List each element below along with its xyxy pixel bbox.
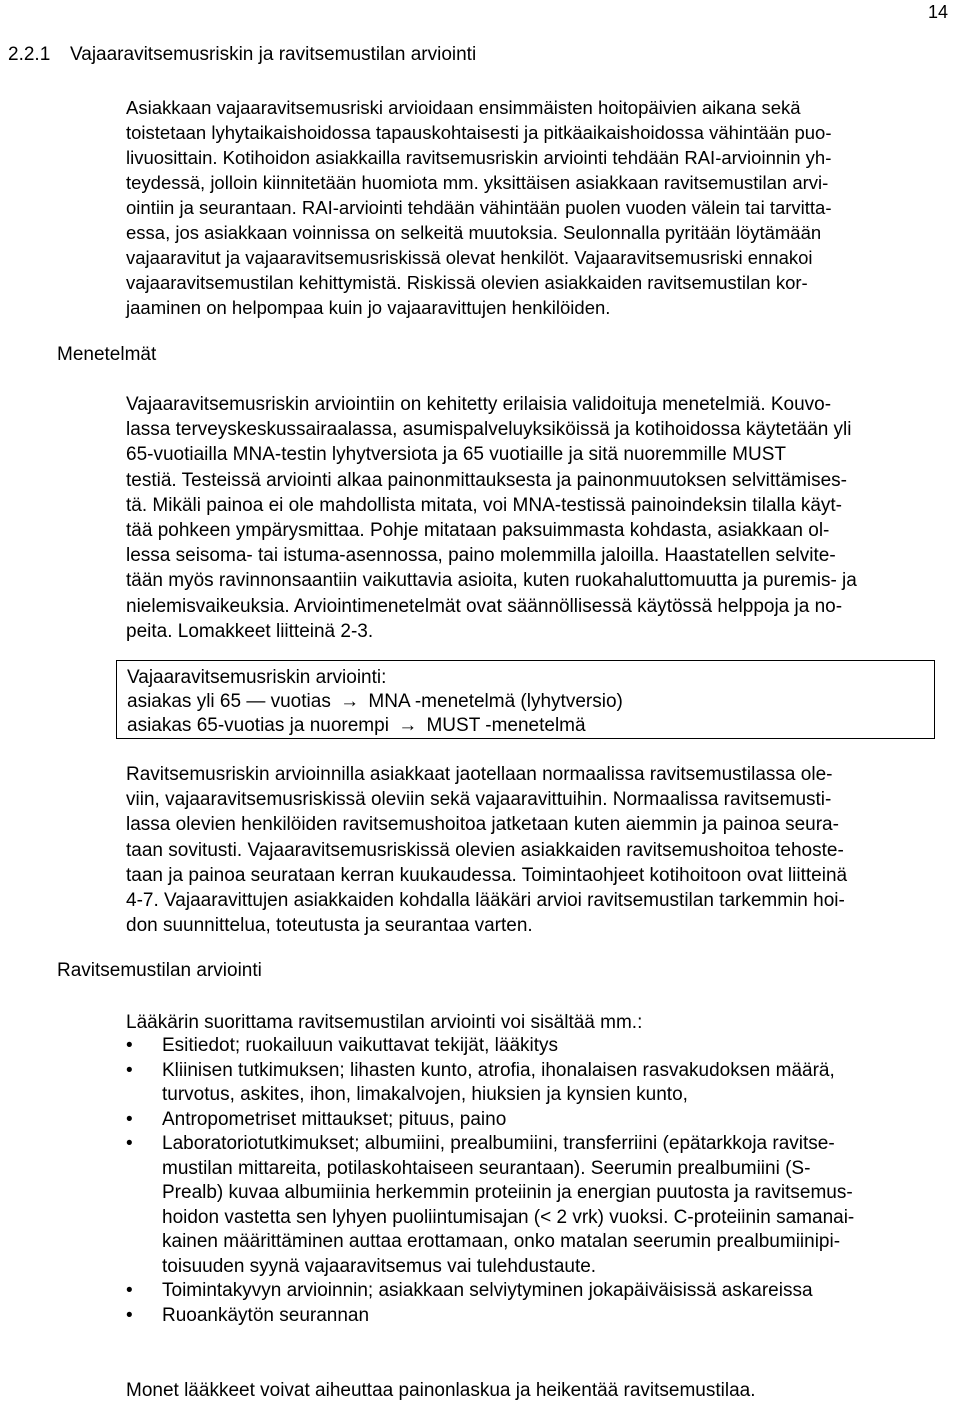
bullet-icon: • — [126, 1035, 133, 1056]
bullet-icon: • — [126, 1108, 133, 1130]
list-item-line: Prealb) kuvaa albumiinia herkemmin proteiinin ja energian puutosta ja ravitsemus- — [162, 1182, 853, 1203]
section-title: Vajaaravitsemusriskin ja ravitsemustilan arviointi — [70, 44, 477, 65]
arrow-right-icon: → — [340, 691, 360, 712]
paragraph-line: nielemisvaikeuksia. Arviointimenetelmät ovat säännöllisessä käytössä helppoja ja no- — [126, 595, 843, 617]
methods-paragraph — [126, 392, 938, 644]
paragraph-line: lassa olevien henkilöiden ravitsemushoitoa jatketaan kuten aiemmin ja painoa seura- — [126, 814, 839, 836]
paragraph-line: vajaaravitut ja vajaaravitsemusriskissä olevat henkilöt. Vajaaravitsemusriski ennakoi — [126, 247, 813, 268]
risk-paragraph — [126, 762, 938, 938]
paragraph-line: don suunnittelua, toteutusta ja seurantaa varten. — [126, 915, 533, 937]
box-title: Vajaaravitsemusriskin arviointi: — [127, 667, 387, 688]
assessment-label: Ravitsemustilan arviointi — [57, 960, 262, 981]
paragraph-line: toistetaan lyhytaikaishoidossa tapauskohtaisesti ja pitkäaikaishoidossa vähintään puo- — [126, 122, 832, 143]
paragraph-line: Ravitsemusriskin arvioinnilla asiakkaat jaotellaan normaalissa ravitsemustilassa ole- — [126, 764, 833, 785]
paragraph-line: peita. Lomakkeet liitteinä 2-3. — [126, 620, 374, 642]
list-item — [126, 1059, 938, 1108]
list-item-line: Antropometriset mittaukset; pituus, paino — [162, 1108, 507, 1130]
paragraph-line: taan ja painoa seurataan kerran kuukaudessa. Toimintaohjeet kotihoitoon ovat liitteinä — [126, 864, 848, 886]
paragraph-line: Vajaaravitsemusriskin arviointiin on kehitetty erilaisia validoituja menetelmiä. Kouvo- — [126, 394, 832, 415]
paragraph-line: 4-7. Vajaaravittujen asiakkaiden kohdalla lääkäri arvioi ravitsemustilan tarkemmin hoi- — [126, 890, 845, 912]
box-row-65-and-under — [127, 714, 924, 738]
box-row-right: MUST -menetelmä — [426, 715, 586, 736]
arrow-right-icon: → — [398, 715, 418, 736]
section-heading — [8, 44, 476, 66]
section-number: 2.2.1 — [8, 44, 51, 65]
box-row-over-65 — [127, 690, 924, 714]
page-number: 14 — [927, 2, 948, 22]
paragraph-line: tää pohkeen ympärysmittaa. Pohje mitataan paksuimmasta kohdasta, asiakkaan ol- — [126, 520, 830, 542]
bullet-icon: • — [126, 1133, 133, 1154]
assessment-intro: Lääkärin suorittama ravitsemustilan arviointi voi sisältää mm.: — [126, 1012, 643, 1033]
list-item-line: Kliinisen tutkimuksen; lihasten kunto, atrofia, ihonalaisen rasvakudoksen määrä, — [162, 1059, 835, 1081]
paragraph-line: tään myös ravinnonsaantiin vaikuttavia asioita, kuten ruokahaluttomuutta ja puremis- ja — [126, 570, 857, 592]
paragraph-line: jaaminen on helpompaa kuin jo vajaaravittujen henkilöiden. — [126, 297, 611, 318]
methods-label: Menetelmät — [57, 344, 157, 365]
paragraph-line: vajaaravitsemustilan kehittymistä. Riskissä olevien asiakkaiden ravitsemustilan kor- — [126, 272, 808, 293]
list-item — [126, 1034, 938, 1059]
paragraph-line: lessa seisoma- tai istuma-asennossa, paino molemmilla jaloilla. Haastatellen selvite- — [126, 545, 836, 567]
list-item-line: Esitiedot; ruokailuun vaikuttavat tekijät, lääkitys — [162, 1035, 559, 1056]
paragraph-line: livuosittain. Kotihoidon asiakkailla ravitsemusriskin arviointi tehdään RAI-arvioinnin yh- — [126, 147, 832, 168]
list-item — [126, 1279, 938, 1304]
list-item — [126, 1304, 938, 1329]
final-sentence: Monet lääkkeet voivat aiheuttaa painonlaskua ja heikentää ravitsemustilaa. — [126, 1380, 756, 1401]
list-item-line: Laboratoriotutkimukset; albumiini, prealbumiini, transferriini (epätarkkoja ravitse- — [162, 1133, 835, 1154]
bullet-icon: • — [126, 1059, 133, 1081]
box-row-right: MNA -menetelmä (lyhytversio) — [368, 691, 623, 712]
paragraph-line: viin, vajaaravitsemusriskissä oleviin sekä vajaaravittuihin. Normaalissa ravitsemusti- — [126, 789, 832, 811]
box-row-left: asiakas 65-vuotias ja nuorempi — [127, 715, 389, 736]
paragraph-line: ointiin ja seurantaan. RAI-arviointi tehdään vähintään puolen vuoden välein tai tarvitta- — [126, 197, 832, 218]
list-item-line: hoidon vastetta sen lyhyen puoliintumisajan (< 2 vrk) vuoksi. C-proteiinin samanai- — [162, 1206, 855, 1228]
paragraph-line: essa, jos asiakkaan voinnissa on selkeitä muutoksia. Seulonnalla pyritään löytämään — [126, 222, 822, 243]
paragraph-line: testiä. Testeissä arviointi alkaa painonmittauksesta ja painonmuutoksen selvittämises- — [126, 469, 847, 491]
bullet-icon: • — [126, 1304, 133, 1326]
method-summary-box — [116, 660, 935, 739]
bullet-icon: • — [126, 1280, 133, 1301]
paragraph-line: Asiakkaan vajaaravitsemusriski arvioidaan ensimmäisten hoitopäivien aikana sekä — [126, 97, 801, 118]
list-item — [126, 1132, 938, 1279]
paragraph-line: lassa terveyskeskussairaalassa, asumispalveluyksiköissä ja kotihoidossa käytetään yli — [126, 419, 852, 441]
paragraph-line: taan sovitusti. Vajaaravitsemusriskissä olevien asiakkaiden ravitsemushoitoa tehoste- — [126, 839, 844, 861]
paragraph-line: tä. Mikäli painoa ei ole mahdollista mitata, voi MNA-testissä painoindeksin tilalla käyt- — [126, 494, 842, 516]
list-item-line: kainen määrittäminen auttaa erottamaan, onko matalan seerumin prealbumiinipi- — [162, 1231, 841, 1252]
list-item-line: mustilan mittareita, potilaskohtaiseen seurantaan). Seerumin prealbumiini (S- — [162, 1157, 811, 1179]
list-item-line: turvotus, askites, ihon, limakalvojen, hiuksien ja kynsien kunto, — [162, 1084, 688, 1105]
list-item-line: Ruoankäytön seurannan — [162, 1304, 370, 1326]
list-item-line: toisuuden syynä vajaaravitsemus vai tulehdustaute. — [162, 1255, 597, 1277]
box-row-left: asiakas yli 65 — vuotias — [127, 691, 331, 712]
assessment-list — [126, 1034, 938, 1328]
intro-paragraph — [126, 95, 938, 320]
list-item-line: Toimintakyvyn arvioinnin; asiakkaan selviytyminen jokapäiväisissä askareissa — [162, 1280, 813, 1301]
paragraph-line: 65-vuotiailla MNA-testin lyhytversiota ja 65 vuotiaille ja sitä nuoremmille MUST — [126, 444, 786, 466]
list-item — [126, 1108, 938, 1133]
paragraph-line: teydessä, jolloin kiinnitetään huomiota mm. yksittäisen asiakkaan ravitsemustilan arvi- — [126, 172, 829, 193]
